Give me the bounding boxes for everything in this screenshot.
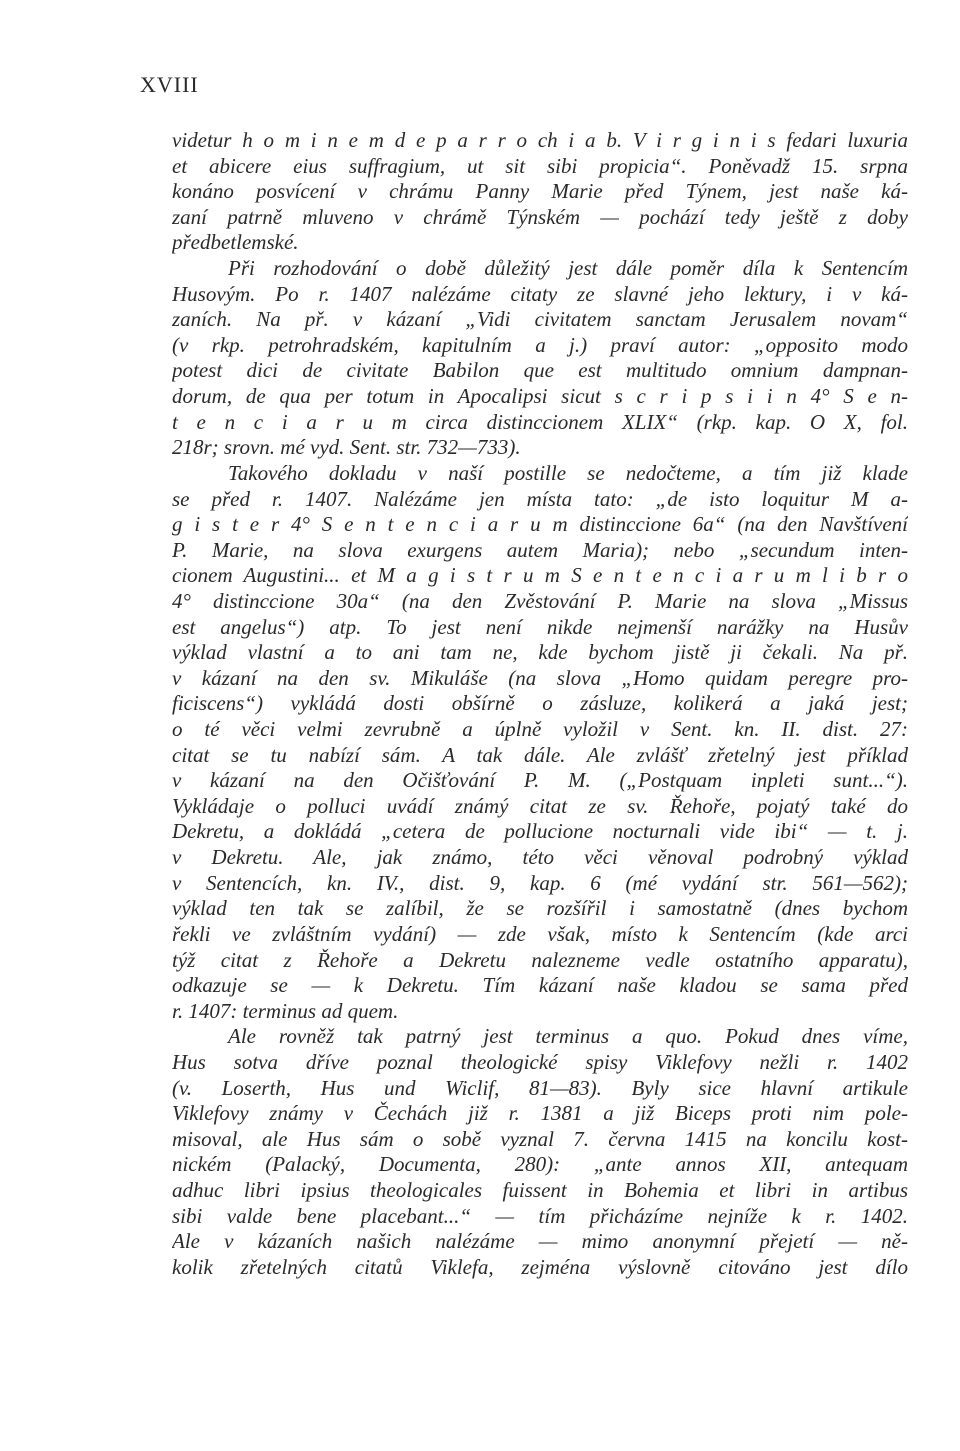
text-line: Takového dokladu v naší postille se nedočteme, a tím již klade xyxy=(228,460,908,485)
text-line: est angelus“) atp. To jest není nikde nejmenší narážky na Husův xyxy=(172,614,908,639)
text-line: v Dekretu. Ale, jak známo, této věci věnoval podrobný výklad xyxy=(172,845,908,870)
text-line: potest dici de civitate Babilon que est multitudo omnium dampnan- xyxy=(172,358,908,383)
text-line: adhuc libri ipsius theologicales fuissent in Bohemia et libri in artibus xyxy=(172,1177,908,1202)
text-line: ficiscens“) vykládá dosti obšírně o zásluze, kolikerá a jaká jest; xyxy=(172,691,908,716)
page-number: XVIII xyxy=(140,72,199,97)
text-line: 4° distinccione 30a“ (na den Zvěstování P. Marie na slova „Missus xyxy=(172,588,908,613)
text-line: Ale rovněž tak patrný jest terminus a quo. Pokud dnes víme, xyxy=(228,1024,908,1049)
text-line: Hus sotva dříve poznal theologické spisy Viklefovy nežli r. 1402 xyxy=(172,1049,908,1074)
text-line: v kázaní na den Očišťování P. M. („Postquam inpleti sunt...“). xyxy=(172,768,908,793)
text-line: et abicere eius suffragium, ut sit sibi propicia“. Poněvadž 15. srpna xyxy=(172,153,908,178)
text-line: Vykládaje o polluci uvádí známý citat ze sv. Řehoře, pojatý také do xyxy=(172,793,908,818)
text-line: zaní patrně mluveno v chrámě Týnském — pochází tedy ještě z doby xyxy=(172,204,908,229)
text-line: Husovým. Po r. 1407 nalézáme citaty ze slavné jeho lektury, i v ká- xyxy=(172,281,908,306)
text-line: videtur h o m i n e m d e p a r r o ch i a b. V i r g i n i s fedari luxuria xyxy=(172,128,908,152)
text-line: předbetlemské. xyxy=(172,230,299,255)
text-line: kolik zřetelných citatů Viklefa, zejména výslovně citováno jest dílo xyxy=(172,1254,908,1279)
text-line: citat se tu nabízí sám. A tak dále. Ale zvlášť zřetelný jest příklad xyxy=(172,742,908,767)
text-line: r. 1407: terminus ad quem. xyxy=(172,998,399,1023)
text-line: Při rozhodování o době důležitý jest dále poměr díla k Sentencím xyxy=(228,256,908,281)
text-line: zaních. Na př. v kázaní „Vidi civitatem sanctam Jerusalem novam“ xyxy=(172,307,908,332)
text-line: výklad ten tak se zalíbil, že se rozšířil i samostatně (dnes bychom xyxy=(172,896,908,921)
text-line: t e n c i a r u m circa distinccionem XLIX“ (rkp. kap. O X, fol. xyxy=(172,409,908,434)
text-line: misoval, ale Hus sám o sobě vyznal 7. června 1415 na koncilu kost- xyxy=(172,1126,908,1151)
text-line: nickém (Palacký, Documenta, 280): „ante annos XII, antequam xyxy=(172,1152,908,1177)
text-line: výklad vlastní a to ani tam ne, kde bychom jistě ji čekali. Na př. xyxy=(172,640,908,665)
text-line: v Sentencích, kn. IV., dist. 9, kap. 6 (mé vydání str. 561—562); xyxy=(172,870,908,895)
text-line: řekli ve zvláštním vydání) — zde však, místo k Sentencím (kde arci xyxy=(172,921,908,946)
text-line: (v rkp. petrohradském, kapitulním a j.) praví autor: „opposito modo xyxy=(172,332,908,357)
text-line: P. Marie, na slova exurgens autem Maria); nebo „secundum inten- xyxy=(172,537,908,562)
text-line: v kázaní na den sv. Mikuláše (na slova „Homo quidam peregre pro- xyxy=(172,665,908,690)
text-line: sibi valde bene placebant...“ — tím přicházíme nejníže k r. 1402. xyxy=(172,1203,908,1228)
text-line: 218r; srovn. mé vyd. Sent. str. 732—733). xyxy=(172,435,521,460)
text-line: (v. Loserth, Hus und Wiclif, 81—83). Byly sice hlavní artikule xyxy=(172,1075,908,1100)
text-line: o té věci velmi zevrubně a úplně vyložil v Sent. kn. II. dist. 27: xyxy=(172,717,908,742)
text-line: se před r. 1407. Nalézáme jen místa tato: „de isto loquitur M a- xyxy=(172,486,908,511)
text-line: Ale v kázaních našich nalézáme — mimo anonymní přejetí — ně- xyxy=(172,1229,908,1254)
text-line: Dekretu, a dokládá „cetera de pollucione nocturnali vide ibi“ — t. j. xyxy=(172,819,908,844)
text-line: Viklefovy známy v Čechách již r. 1381 a již Biceps proti nim pole- xyxy=(172,1101,908,1126)
body-text xyxy=(172,128,908,1280)
text-line: g i s t e r 4° S e n t e n c i a r u m distinccione 6a“ (na den Navštívení xyxy=(172,512,908,537)
text-line: dorum, de qua per totum in Apocalipsi sicut s c r i p s i i n 4° S e n- xyxy=(172,384,908,409)
text-line: týž citat z Řehoře a Dekretu nalezneme vedle ostatního apparatu), xyxy=(172,947,908,972)
text-line: cionem Augustini... et M a g i s t r u m S e n t e n c i a r u m l i b r o xyxy=(172,563,908,588)
text-line: konáno posvícení v chrámu Panny Marie před Týnem, jest naše ká- xyxy=(172,179,908,204)
text-line: odkazuje se — k Dekretu. Tím kázaní naše kladou se sama před xyxy=(172,973,908,998)
